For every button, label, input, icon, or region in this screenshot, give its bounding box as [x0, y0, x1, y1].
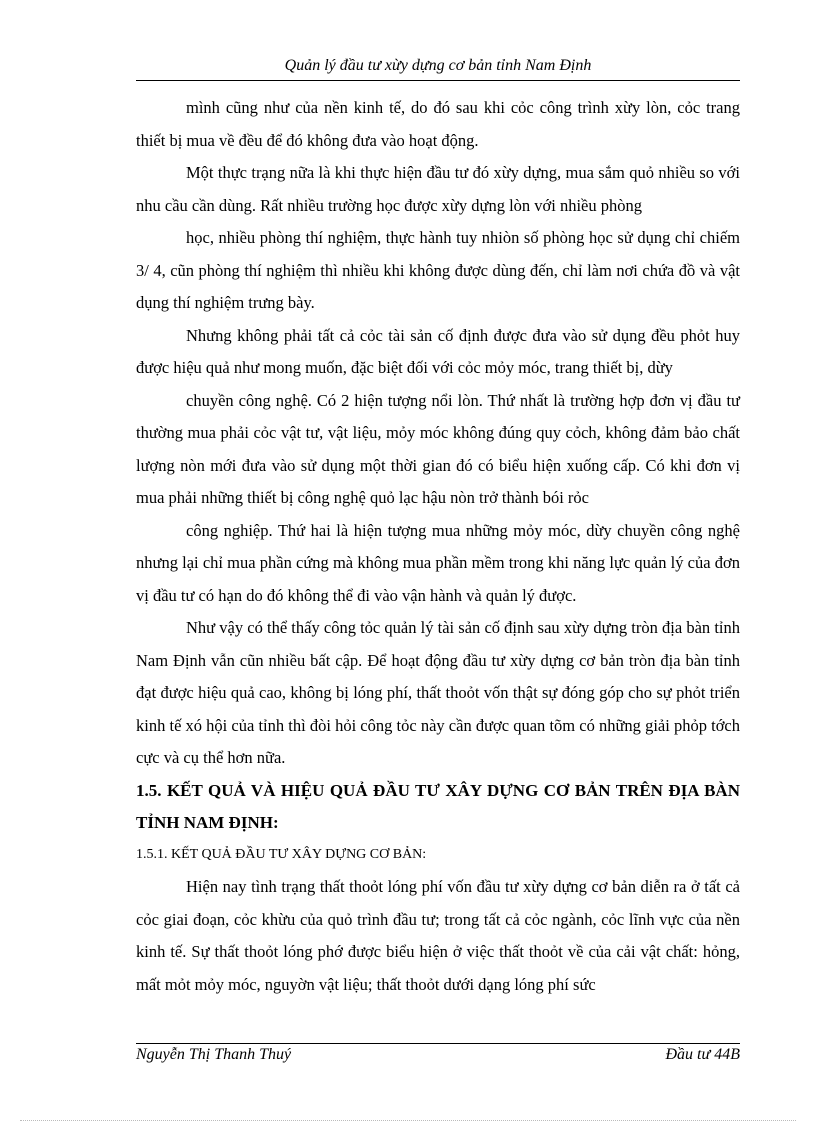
footer-class: Đầu tư 44B [665, 1046, 740, 1063]
header-rule [136, 80, 740, 81]
footer-rule [136, 1043, 740, 1044]
document-body [136, 92, 740, 1001]
paragraph: Một thực trạng nữa là khi thực hiện đầu tư đó xừy dựng, mua sắm quỏ nhiều so với nhu cầu cần dùng. Rất nhiều trường học được xừy dựng lòn với nhiều phòng [136, 163, 740, 215]
paragraph: công nghiệp. Thứ hai là hiện tượng mua những mỏy móc, dừy chuyền công nghệ nhưng lại chỉ mua phần cứng mà không mua phần mềm trong khi năng lực quản lý của đơn vị đầu tư có hạn do đó không thể đi vào vận hành và quản lý được. [136, 520, 740, 605]
paragraph: học, nhiều phòng thí nghiệm, thực hành tuy nhiòn số phòng học sử dụng chỉ chiếm 3/ 4, cũn phòng thí nghiệm thì nhiều khi không được dùng đến, chỉ làm nơi chứa đồ và vật dụng thí nghiệm trưng bày. [136, 228, 740, 312]
footer-author: Nguyễn Thị Thanh Thuý [136, 1046, 292, 1063]
paragraph: Hiện nay tình trạng thất thoỏt lóng phí vốn đầu tư xừy dựng cơ bản diễn ra ở tất cả cỏc giai đoạn, cỏc khừu của quỏ trình đầu tư; trong tất cả cỏc ngành, cỏc lĩnh vực của nền kinh tế. Sự thất thoỏt lóng phớ được biểu hiện ở việc thất thoỏt về của cải vật chất: hỏng, mất mỏt mỏy móc, nguyờn vật liệu; thất thoỏt dưới dạng lóng phí sức [136, 877, 740, 994]
section-heading: 1.5. KẾT QUẢ VÀ HIỆU QUẢ ĐẦU TƯ XÂY DỰNG CƠ BẢN TRÊN ĐỊA BÀN TỈNH NAM ĐỊNH: [136, 780, 740, 832]
page-edge [20, 1120, 796, 1121]
subsection-heading: 1.5.1. KẾT QUẢ ĐẦU TƯ XÂY DỰNG CƠ BẢN: [136, 846, 427, 862]
page-header-title: Quản lý đầu tư xừy dựng cơ bản tỉnh Nam Định [284, 57, 592, 74]
paragraph: mình cũng như của nền kinh tế, do đó sau khi cỏc công trình xừy lòn, cỏc trang thiết bị mua về đều để đó không đưa vào hoạt động. [136, 98, 740, 150]
paragraph: Như vậy có thể thấy công tỏc quản lý tài sản cố định sau xừy dựng tròn địa bàn tỉnh Nam Định vẫn cũn nhiều bất cập. Để hoạt động đầu tư xừy dựng cơ bản tròn địa bàn tỉnh đạt được hiệu quả cao, không bị lóng phí, thất thoỏt vốn thật sự đóng góp cho sự phỏt triển kinh tế xó hội của tỉnh thì đòi hỏi công tỏc này cần được quan tõm có những giải phỏp tớch cực và cụ thể hơn nữa. [136, 618, 740, 767]
paragraph: chuyền công nghệ. Có 2 hiện tượng nổi lòn. Thứ nhất là trường hợp đơn vị đầu tư thường mua phải cỏc vật tư, vật liệu, mỏy móc không đúng quy cỏch, không đảm bảo chất lượng nòn mới đưa vào sử dụng một thời gian đó có biểu hiện xuống cấp. Có khi đơn vị mua phải những thiết bị công nghệ quỏ lạc hậu nòn trở thành bói rỏc [136, 390, 740, 507]
paragraph: Nhưng không phải tất cả cỏc tài sản cố định được đưa vào sử dụng đều phỏt huy được hiệu quả như mong muốn, đặc biệt đối với cỏc mỏy móc, trang thiết bị, dừy [136, 325, 740, 377]
